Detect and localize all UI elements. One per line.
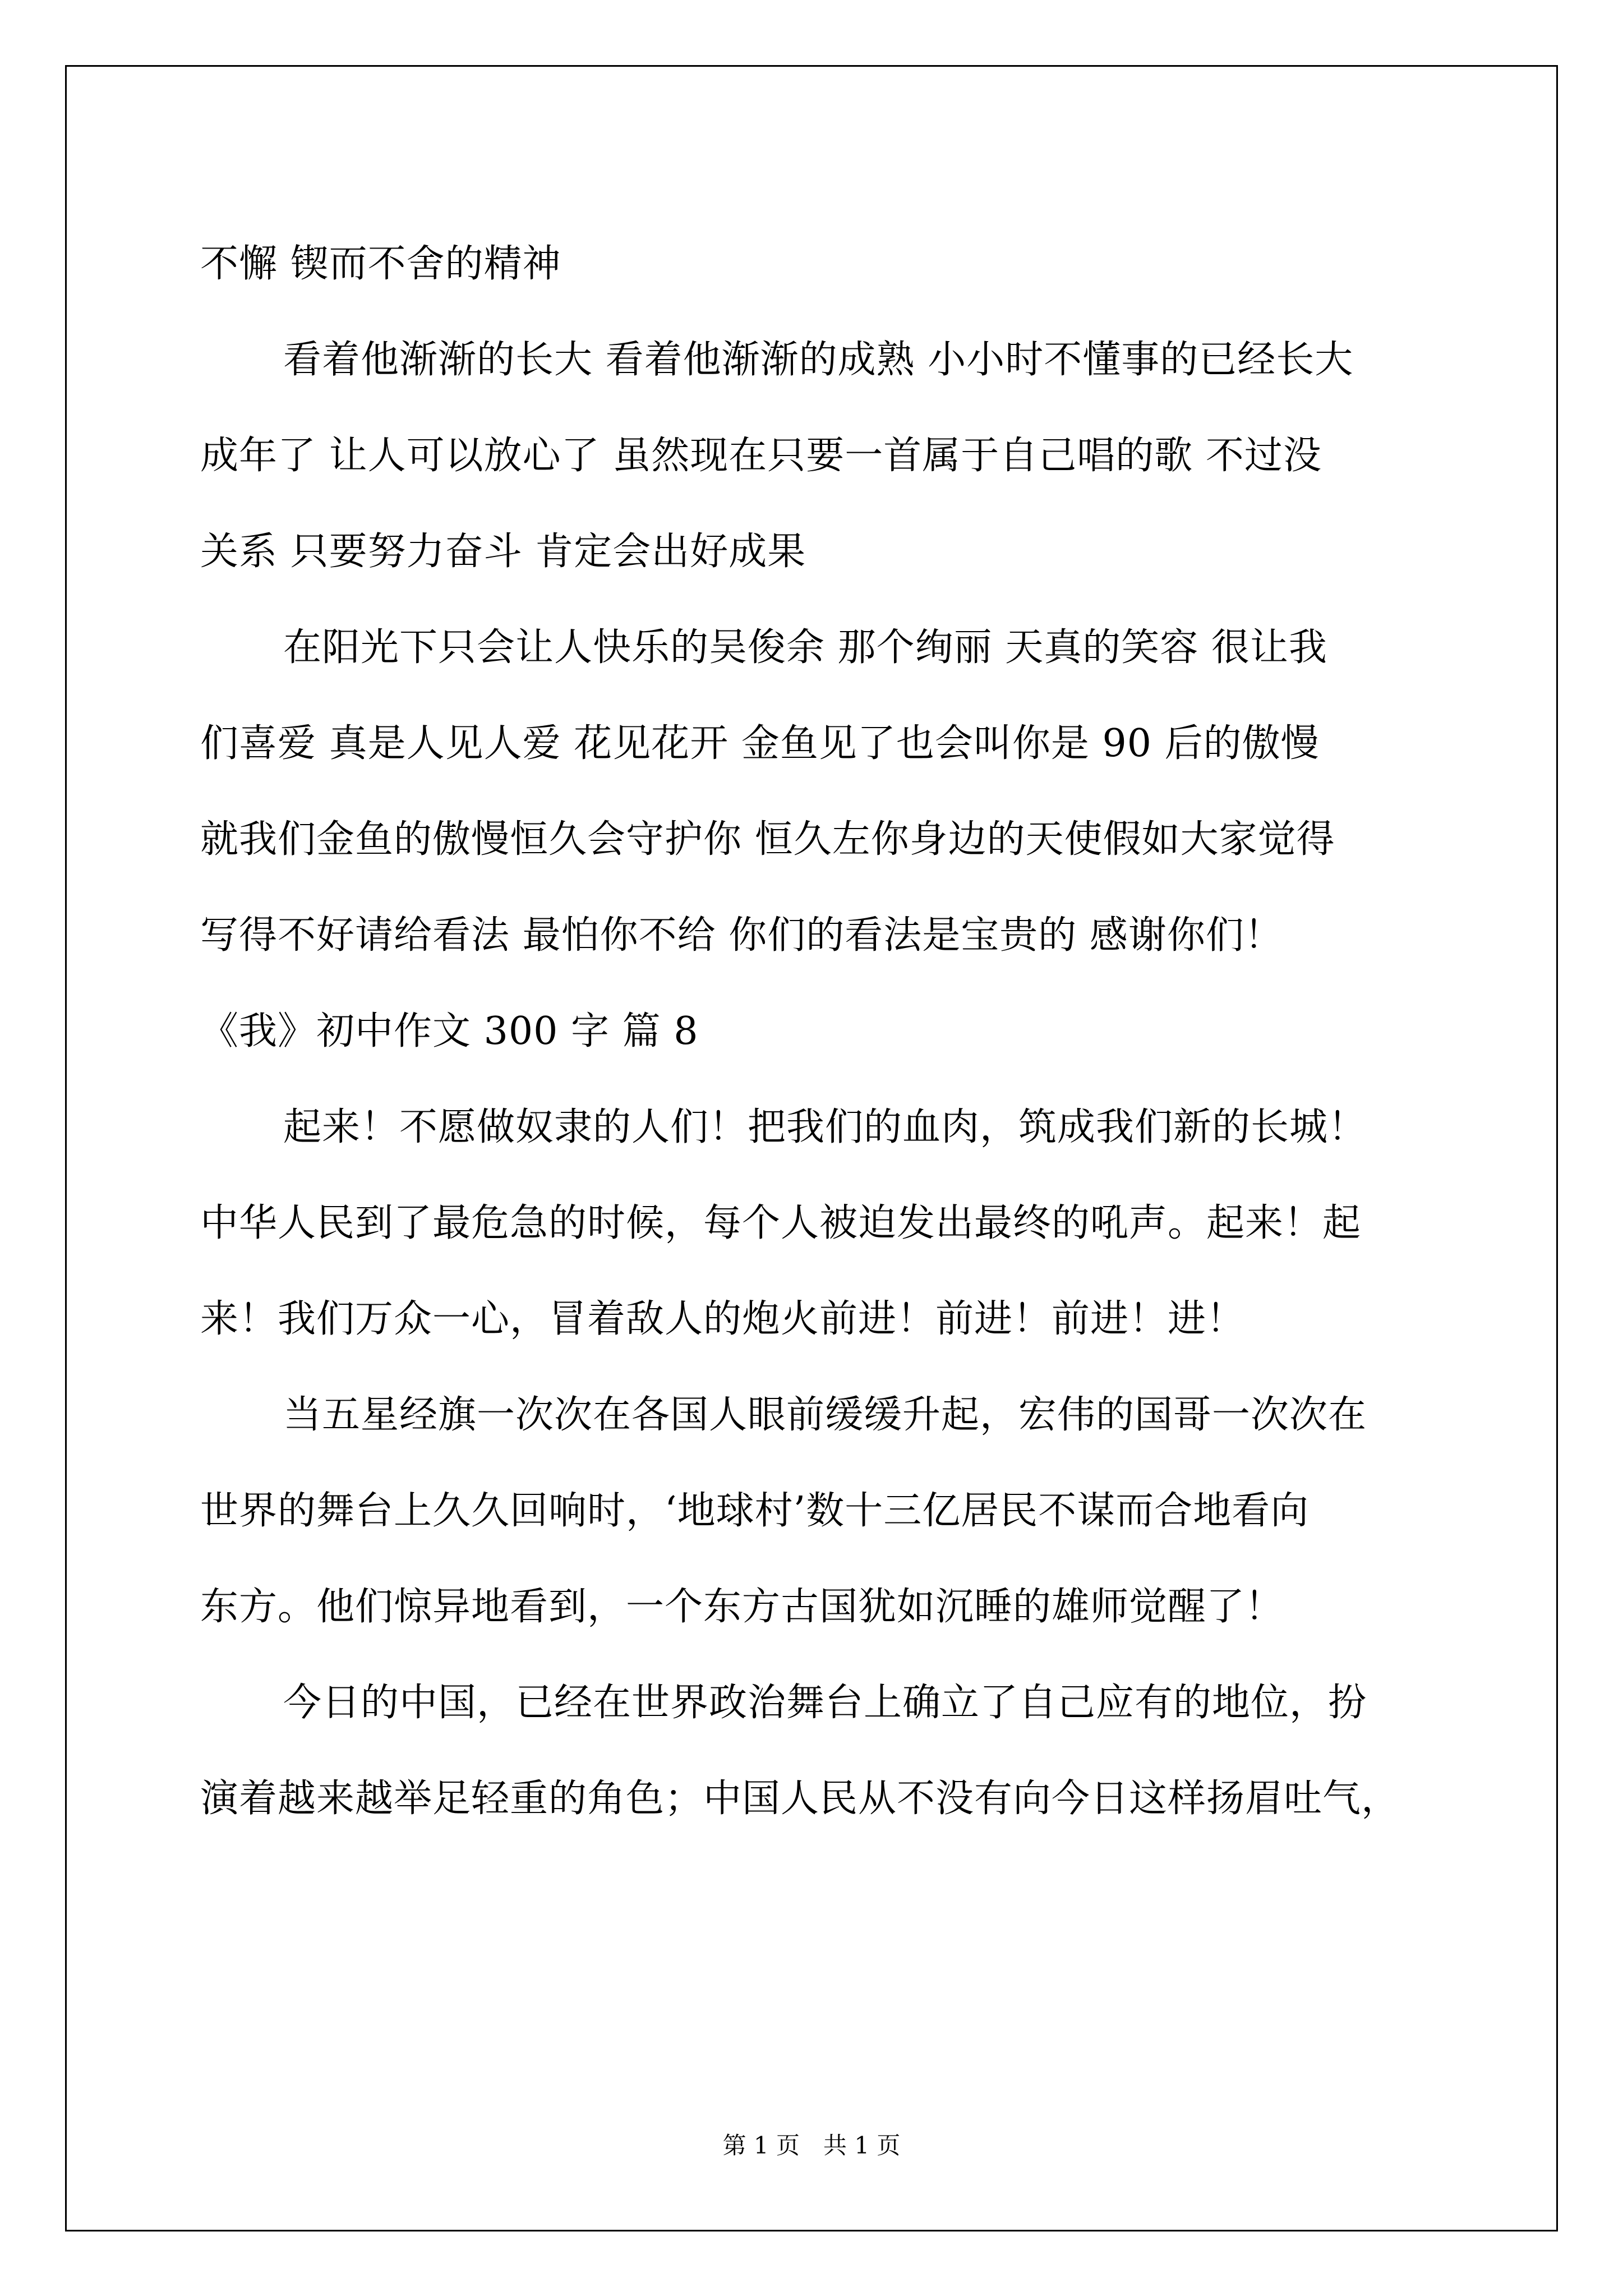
text-line-8: 写得不好请给看法 最怕你不给 你们的看法是宝贵的 感谢你们！ <box>200 913 1283 958</box>
text-line-12: 来！我们万众一心，冒着敌人的炮火前进！前进！前进！进！ <box>200 1297 1246 1341</box>
text-line-10: 起来！不愿做奴隶的人们！把我们的血肉，筑成我们新的长城！ <box>283 1105 1367 1149</box>
page-footer: 第 1 页 共 1 页 <box>722 2132 901 2159</box>
text-line-4: 关系 只要努力奋斗 肯定会出好成果 <box>200 530 806 574</box>
text-line-6: 们喜爱 真是人见人爱 花见花开 金鱼见了也会叫你是 90 后的傲慢 <box>200 721 1320 766</box>
text-line-3: 成年了 让人可以放心了 虽然现在只要一首属于自己唱的歌 不过没 <box>200 434 1322 478</box>
text-line-15: 东方。他们惊异地看到，一个东方古国犹如沉睡的雄师觉醒了！ <box>200 1585 1284 1629</box>
text-line-17: 演着越来越举足轻重的角色；中国人民从不没有向今日这样扬眉吐气， <box>200 1777 1400 1821</box>
text-line-13: 当五星经旗一次次在各国人眼前缓缓升起，宏伟的国哥一次次在 <box>283 1393 1367 1437</box>
text-line-5: 在阳光下只会让人快乐的吴俊余 那个绚丽 天真的笑容 很让我 <box>283 625 1327 670</box>
text-line-14: 世界的舞台上久久回响时，‘地球村’数十三亿居民不谋而合地看向 <box>200 1489 1310 1533</box>
text-line-16: 今日的中国，已经在世界政治舞台上确立了自己应有的地位，扮 <box>283 1681 1367 1725</box>
text-line-7: 就我们金鱼的傲慢恒久会守护你 恒久左你身边的天使假如大家觉得 <box>200 817 1335 862</box>
section-heading: 《我》初中作文 300 字 篇 8 <box>200 1009 699 1053</box>
document-body <box>200 216 1434 1847</box>
text-line-2: 看着他渐渐的长大 看着他渐渐的成熟 小小时不懂事的已经长大 <box>283 338 1354 382</box>
text-line-1: 不懈 锲而不舍的精神 <box>200 242 561 286</box>
text-line-11: 中华人民到了最危急的时候，每个人被迫发出最终的吼声。起来！起 <box>200 1201 1362 1245</box>
